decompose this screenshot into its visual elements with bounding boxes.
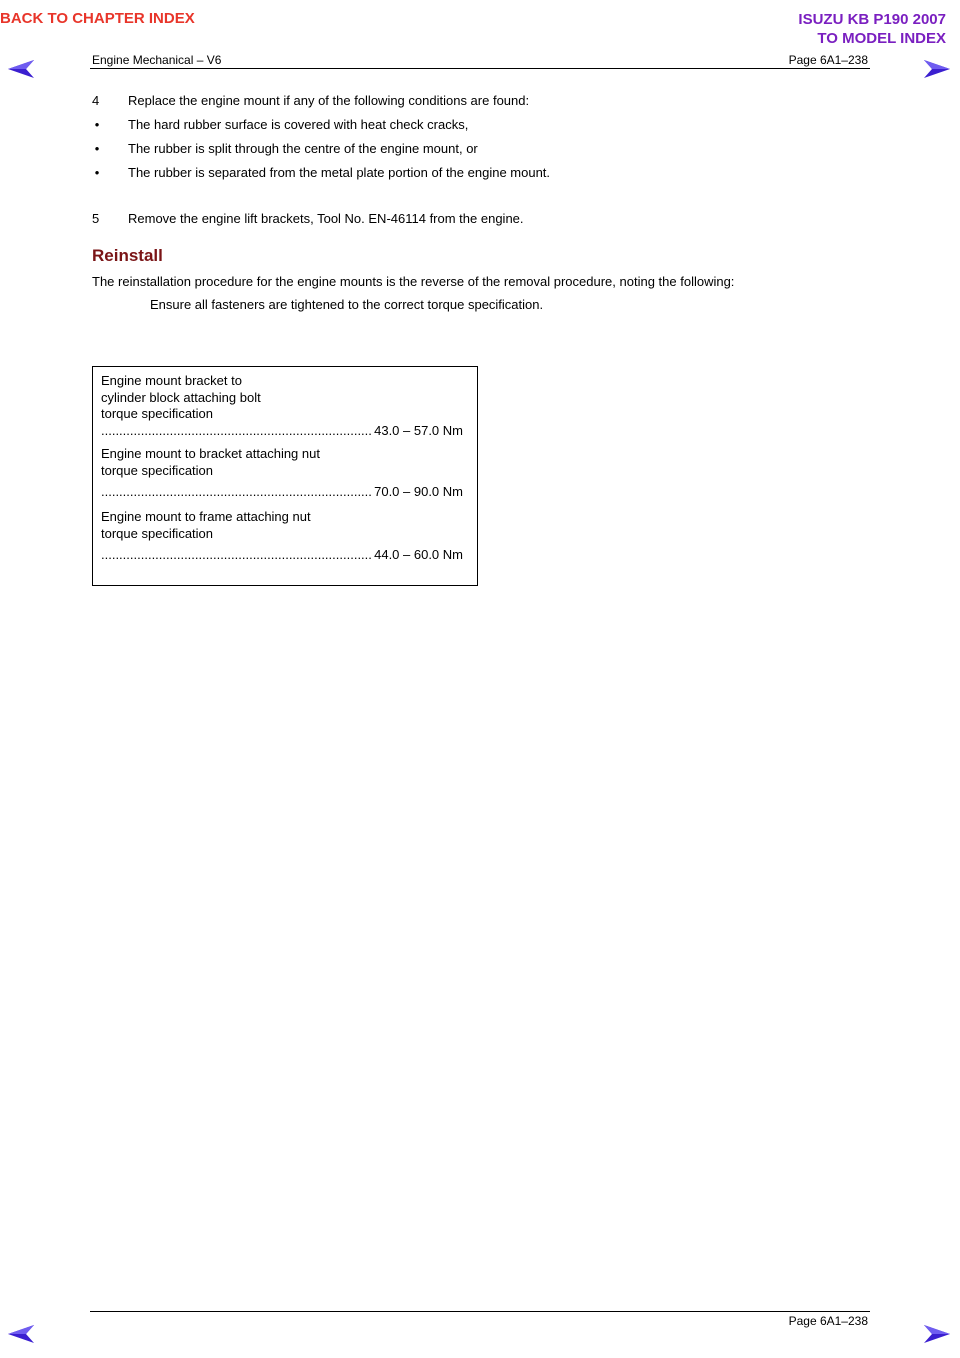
bullet-text: The hard rubber surface is covered with heat check cracks, bbox=[128, 117, 469, 132]
back-to-chapter-index-link[interactable]: BACK TO CHAPTER INDEX bbox=[0, 10, 195, 27]
dot-leader bbox=[101, 547, 372, 564]
model-title-line2: TO MODEL INDEX bbox=[817, 30, 946, 47]
torque-spec-entry bbox=[101, 446, 463, 501]
bullet-text: The rubber is split through the centre of the engine mount, or bbox=[128, 141, 478, 156]
torque-spec-entry bbox=[101, 509, 463, 564]
next-page-arrow-icon[interactable] bbox=[922, 58, 952, 80]
step-number: 5 bbox=[92, 211, 100, 226]
spec-label: Engine mount to bracket attaching nut torque specification bbox=[101, 446, 320, 478]
dot-leader bbox=[101, 423, 372, 440]
reinstall-note: Ensure all fasteners are tightened to the correct torque specification. bbox=[150, 297, 544, 312]
model-title-line1: ISUZU KB P190 2007 bbox=[798, 11, 946, 28]
bullet-text: The rubber is separated from the metal plate portion of the engine mount. bbox=[128, 165, 551, 180]
model-index-link[interactable] bbox=[798, 10, 946, 48]
torque-spec-entry bbox=[101, 373, 463, 439]
torque-spec-box bbox=[92, 366, 478, 586]
spec-value-row bbox=[101, 423, 463, 440]
spec-label: Engine mount bracket to cylinder block attaching bolt torque specification bbox=[101, 373, 261, 421]
dot-leader bbox=[101, 484, 372, 501]
previous-page-arrow-icon[interactable] bbox=[6, 1323, 36, 1345]
next-page-arrow-icon[interactable] bbox=[922, 1323, 952, 1345]
header-rule bbox=[90, 68, 870, 69]
spec-value: 70.0 – 90.0 Nm bbox=[374, 484, 463, 499]
bullet-icon: • bbox=[94, 165, 100, 180]
spec-value-row bbox=[101, 547, 463, 564]
reinstall-heading: Reinstall bbox=[92, 246, 163, 265]
footer-rule bbox=[90, 1311, 870, 1312]
previous-page-arrow-icon[interactable] bbox=[6, 58, 36, 80]
page-number-top: Page 6A1–238 bbox=[788, 53, 868, 67]
spec-value: 44.0 – 60.0 Nm bbox=[374, 547, 463, 562]
section-title: Engine Mechanical – V6 bbox=[92, 53, 222, 67]
step-number: 4 bbox=[92, 93, 100, 108]
step-text: Replace the engine mount if any of the following conditions are found: bbox=[128, 93, 530, 108]
bullet-icon: • bbox=[94, 117, 100, 132]
bullet-icon: • bbox=[94, 141, 100, 156]
spec-value-row bbox=[101, 484, 463, 501]
spec-label: Engine mount to frame attaching nut torque specification bbox=[101, 509, 311, 541]
reinstall-intro: The reinstallation procedure for the engine mounts is the reverse of the removal procedure, noting the following: bbox=[92, 274, 735, 289]
spec-value: 43.0 – 57.0 Nm bbox=[374, 422, 463, 438]
step-text: Remove the engine lift brackets, Tool No. EN-46114 from the engine. bbox=[128, 211, 524, 226]
page-number-bottom: Page 6A1–238 bbox=[788, 1314, 868, 1328]
